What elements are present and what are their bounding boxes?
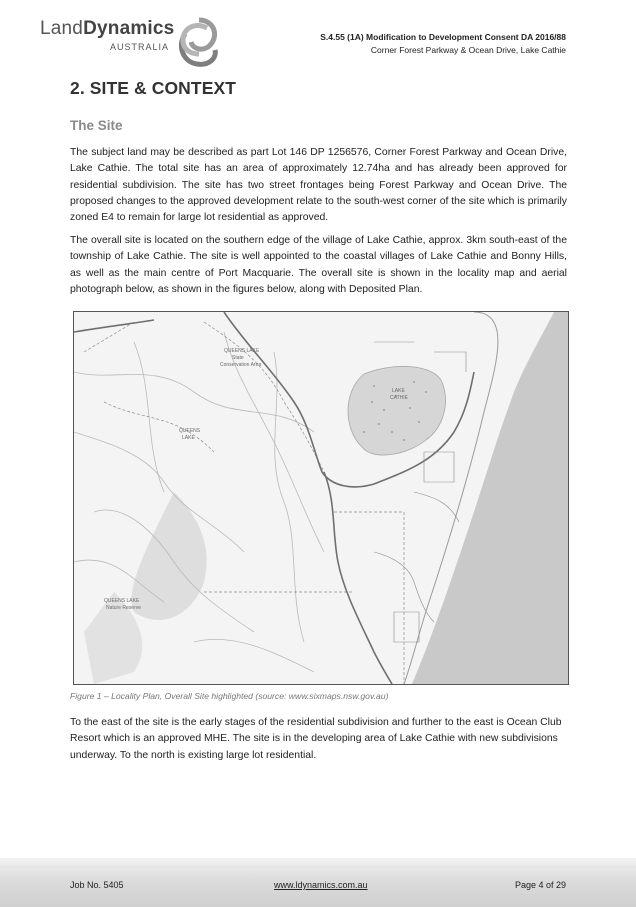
map-label-nature-reserve: QUEENS LAKE xyxy=(104,598,140,604)
logo-wordmark: LandDynamics xyxy=(40,18,175,39)
svg-text:CATHIE: CATHIE xyxy=(390,395,408,401)
document-ref-title: S.4.55 (1A) Modification to Development Consent DA 2016/88 xyxy=(320,32,566,42)
map-label-queens-lake-state: QUEENS LAKE xyxy=(224,348,260,354)
footer-divider xyxy=(0,866,636,868)
map-label-queens-lake: QUEENS xyxy=(179,428,201,434)
paragraph-surroundings: To the east of the site is the early stages of the residential subdivision and further to the east is Ocean Club Resort which is an approved MHE. The site is in the developing area of Lake Cathie with new subdivisions underway. To the north is existing large lot residential. xyxy=(70,717,562,761)
logo-knot-icon xyxy=(173,14,225,70)
svg-text:LAKE: LAKE xyxy=(182,435,195,441)
map-label-lake-cathie: LAKE xyxy=(392,388,405,394)
map-drawing xyxy=(74,312,568,684)
paragraph-site-description: The subject land may be described as part Lot 146 DP 1256576, Corner Forest Parkway and Ocean Drive, Lake Cathie. The total site has an area of approximately 12.74ha and has already been approved for residential subdivision. The site has two street frontages being Forest Parkway and Ocean Drive. The proposed changes to the approved development relate to the south-west corner of the site which is primarily zoned E4 to remain for large lot residential as approved. xyxy=(70,147,567,224)
company-logo xyxy=(40,14,230,66)
footer-job-number: Job No. 5405 xyxy=(70,880,124,890)
locality-map xyxy=(73,311,569,685)
figure-caption: Figure 1 – Locality Plan, Overall Site highlighted (source: www.sixmaps.nsw.gov.au) xyxy=(70,691,389,701)
svg-text:Nature Reserve: Nature Reserve xyxy=(106,605,142,611)
footer-website-link[interactable]: www.ldynamics.com.au xyxy=(274,880,368,890)
svg-text:Conservation Area: Conservation Area xyxy=(220,362,262,368)
logo-subtitle: AUSTRALIA xyxy=(110,42,170,52)
document-address: Corner Forest Parkway & Ocean Drive, Lake Cathie xyxy=(370,45,566,55)
footer-page-number: Page 4 of 29 xyxy=(514,880,566,890)
subsection-title: The Site xyxy=(70,118,123,133)
svg-text:State: State xyxy=(232,355,244,361)
paragraph-site-location: The overall site is located on the southern edge of the village of Lake Cathie, approx. 3km south-east of the township of Lake Cathie. The site is well appointed to the coastal villages of Lake Cathie and Bonny Hills, as well as the main centre of Port Macquarie. The overall site is shown in the locality map and aerial photograph below, as shown in the figures below, along with Deposited Plan. xyxy=(70,235,567,295)
section-title: 2. SITE & CONTEXT xyxy=(70,78,237,98)
document-reference xyxy=(320,31,566,57)
